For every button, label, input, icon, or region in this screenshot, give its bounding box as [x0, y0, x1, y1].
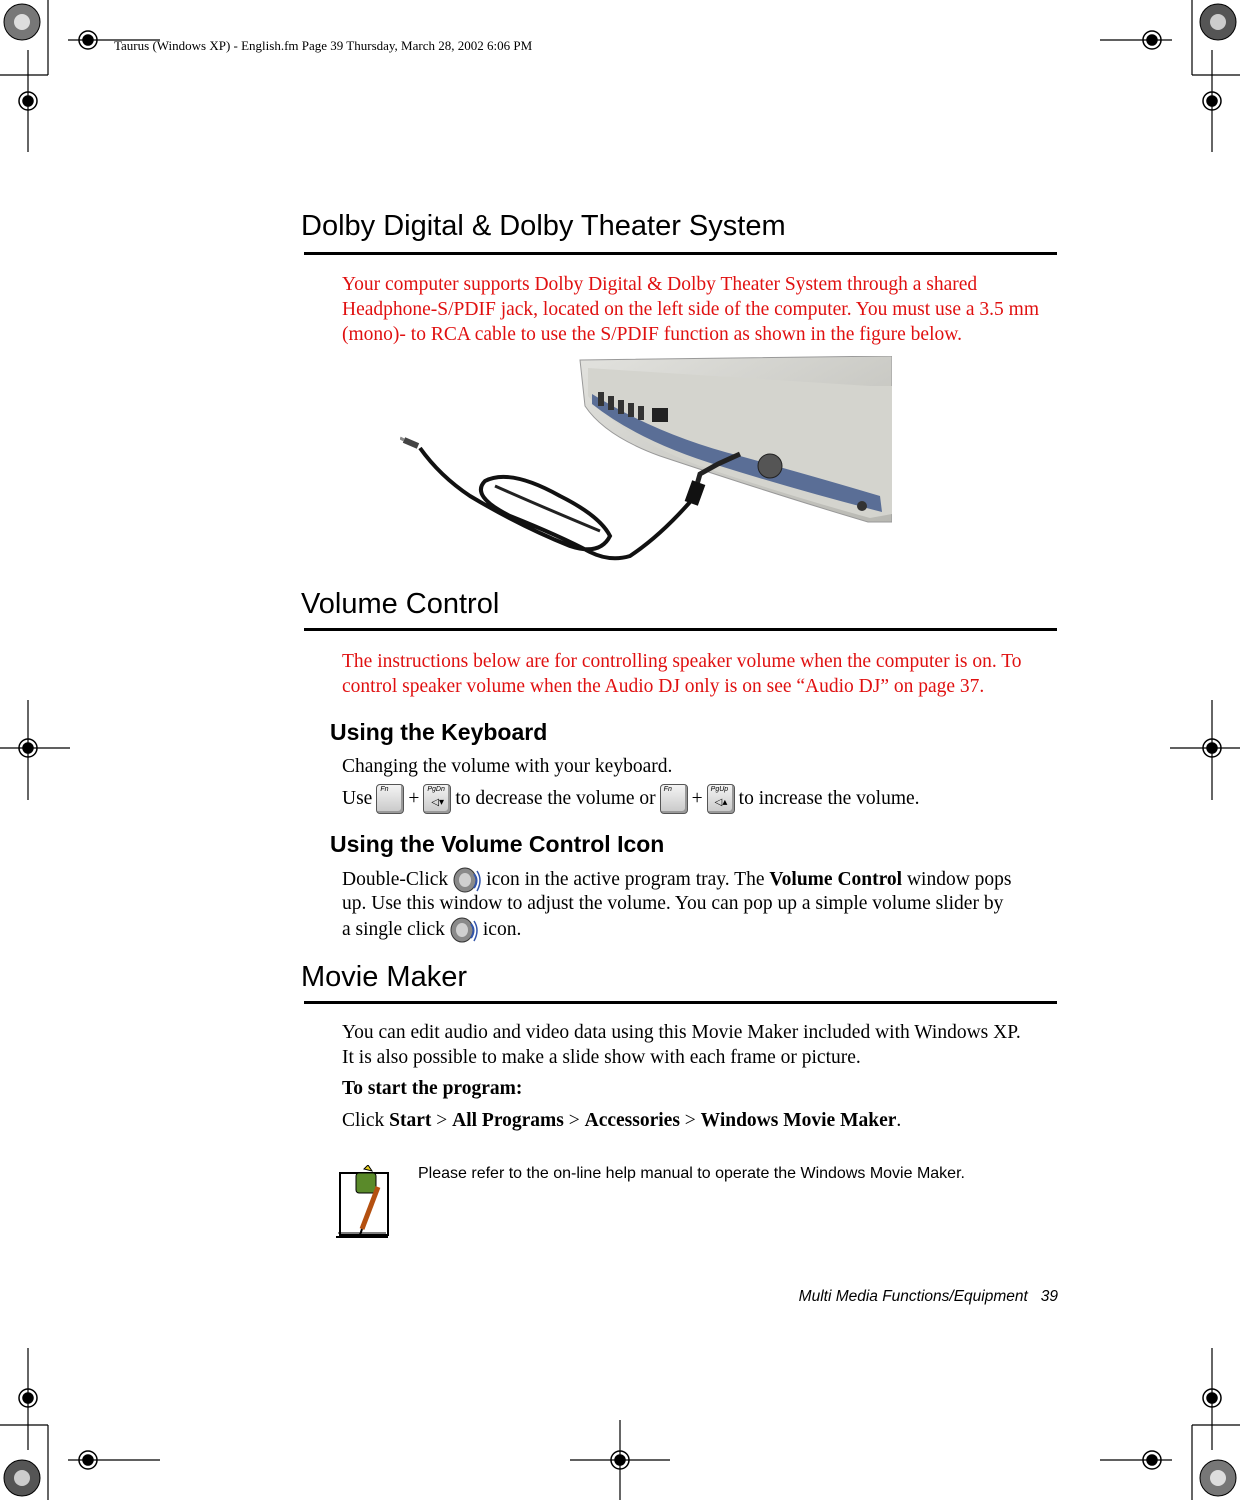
path-start: Start	[389, 1110, 432, 1131]
section-rule	[304, 628, 1057, 631]
path-windows-movie-maker: Windows Movie Maker	[700, 1110, 897, 1131]
click-text: Click	[342, 1110, 385, 1131]
pgup-volume-up-key-icon: PgUp ◁▴	[707, 784, 735, 814]
pgdn-volume-down-key-icon: PgDn ◁▾	[423, 784, 451, 814]
use-text: Use	[342, 788, 373, 809]
laptop-cable-illustration	[400, 356, 892, 566]
increase-text: to increase the volume.	[738, 788, 920, 809]
speaker-icon	[449, 916, 479, 944]
subheading-volume-icon: Using the Volume Control Icon	[330, 831, 665, 857]
movie-line-2: It is also possible to make a slide show with each frame or picture.	[342, 1047, 861, 1068]
period: .	[896, 1110, 902, 1131]
path-accessories: Accessories	[584, 1110, 680, 1131]
start-path-line	[342, 1110, 901, 1132]
volume-icon-line-2: up. Use this window to adjust the volume. You can pop up a simple volume slider by	[342, 893, 1004, 914]
keyboard-shortcut-line	[342, 784, 920, 814]
double-click-text: Double-Click	[342, 869, 449, 890]
speaker-icon	[452, 866, 482, 894]
fn-key-icon: Fn	[376, 784, 404, 814]
page-number: 39	[1040, 1288, 1058, 1305]
decrease-text: to decrease the volume or	[455, 788, 656, 809]
footer-title: Multi Media Functions/Equipment	[798, 1288, 1028, 1305]
plus-sign: +	[691, 788, 703, 809]
section-rule	[304, 252, 1057, 255]
section-rule	[304, 1001, 1057, 1004]
icon-word: icon.	[482, 919, 522, 940]
section-title-dolby: Dolby Digital & Dolby Theater System	[301, 210, 786, 242]
movie-line-1: You can edit audio and video data using this Movie Maker included with Windows XP.	[342, 1022, 1021, 1043]
start-program-heading: To start the program:	[342, 1078, 523, 1099]
path-separator: >	[568, 1110, 580, 1131]
volume-paragraph: The instructions below are for controlling speaker volume when the computer is on. To control speaker volume when the Audio DJ only is on see “Audio DJ” on page 37.	[342, 651, 1022, 697]
dolby-paragraph: Your computer supports Dolby Digital & Dolby Theater System through a shared Headphone-S/PDIF jack, located on the left side of the computer. You must use a 3.5 mm (mono)- to RCA cable to use the S/PDIF function as shown in the figure below.	[342, 274, 1040, 345]
path-all-programs: All Programs	[452, 1110, 564, 1131]
volume-icon-line-3	[342, 916, 521, 944]
print-slug: Taurus (Windows XP) - English.fm Page 39 Thursday, March 28, 2002 6:06 PM	[114, 38, 533, 53]
single-click-text: a single click	[342, 919, 445, 940]
section-title-volume: Volume Control	[301, 588, 500, 620]
path-separator: >	[436, 1110, 448, 1131]
plus-sign: +	[408, 788, 420, 809]
note-pencil-icon	[334, 1165, 394, 1241]
volume-icon-line-1	[342, 866, 1012, 894]
path-separator: >	[684, 1110, 696, 1131]
note-text: Please refer to the on-line help manual to operate the Windows Movie Maker.	[418, 1165, 965, 1182]
volume-control-bold: Volume Control	[769, 869, 903, 890]
fn-key-icon: Fn	[660, 784, 688, 814]
window-pops-text: window pops	[906, 869, 1012, 890]
keyboard-intro: Changing the volume with your keyboard.	[342, 756, 673, 777]
tray-text: icon in the active program tray. The	[486, 869, 765, 890]
subheading-keyboard: Using the Keyboard	[330, 719, 548, 745]
page-footer	[799, 1288, 1058, 1306]
section-title-movie-maker: Movie Maker	[301, 961, 467, 993]
